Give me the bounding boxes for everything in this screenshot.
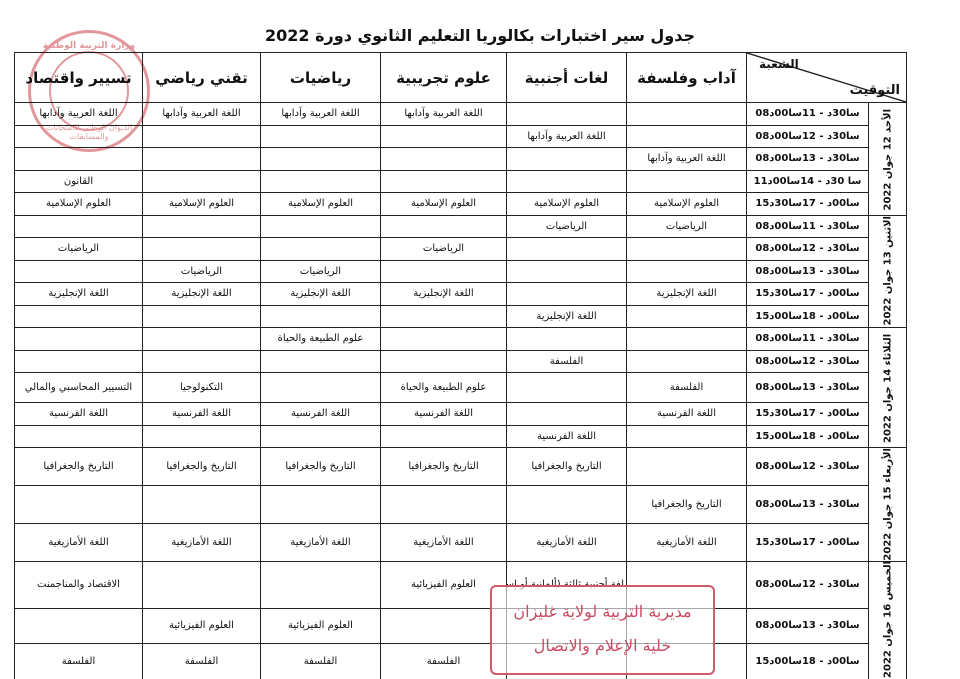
subject-cell: [507, 403, 627, 426]
time-slot: 08سا30د - 12سا00د: [747, 350, 869, 373]
subject-cell: التكنولوجيا: [143, 373, 261, 403]
time-slot: 15سا00د - 18سا00د: [747, 305, 869, 328]
subject-cell: [627, 125, 747, 148]
time-slot: 15سا00د - 17سا30د: [747, 283, 869, 306]
subject-cell: [381, 260, 507, 283]
subject-cell: العلوم الإسلامية: [15, 193, 143, 216]
subject-cell: [143, 328, 261, 351]
schedule-row: [15, 283, 907, 306]
subject-cell: [261, 373, 381, 403]
subject-cell: [507, 260, 627, 283]
schedule-row: [15, 561, 907, 608]
subject-cell: [627, 305, 747, 328]
subject-cell: [15, 608, 143, 643]
subject-cell: [507, 170, 627, 193]
schedule-row: [15, 485, 907, 523]
subject-cell: اللغة الأمازيغية: [627, 523, 747, 561]
subject-cell: [15, 328, 143, 351]
subject-cell: [261, 170, 381, 193]
subject-cell: [627, 328, 747, 351]
subject-cell: [143, 215, 261, 238]
subject-cell: [143, 350, 261, 373]
subject-cell: [507, 283, 627, 306]
subject-cell: [261, 238, 381, 261]
time-corner-label: التوقيت: [849, 83, 900, 98]
time-slot: 15سا00د - 17سا30د: [747, 523, 869, 561]
schedule-row: [15, 608, 907, 643]
subject-cell: الاقتصاد والمناجمنت: [15, 561, 143, 608]
subject-cell: القانون: [15, 170, 143, 193]
time-slot: 15سا00د - 17سا30د: [747, 403, 869, 426]
subject-cell: اللغة الفرنسية: [261, 403, 381, 426]
subject-cell: [627, 448, 747, 486]
time-slot: 15سا00د - 17سا30د: [747, 193, 869, 216]
subject-cell: [507, 485, 627, 523]
subject-cell: اللغة الأمازيغية: [143, 523, 261, 561]
subject-cell: [507, 373, 627, 403]
subject-cell: الرياضيات: [15, 238, 143, 261]
subject-cell: اللغة الأمازيغية: [15, 523, 143, 561]
subject-cell: علوم الطبيعة والحياة: [261, 328, 381, 351]
schedule-row: [15, 148, 907, 171]
subject-cell: [507, 148, 627, 171]
subject-cell: [627, 170, 747, 193]
schedule-row: [15, 215, 907, 238]
subject-cell: [15, 305, 143, 328]
subject-cell: اللغة الفرنسية: [507, 425, 627, 448]
subject-cell: الفلسفة: [627, 373, 747, 403]
time-slot: 08سا30د - 12سا00د: [747, 561, 869, 608]
subject-cell: [143, 238, 261, 261]
header-row: [15, 53, 907, 103]
subject-cell: العلوم الإسلامية: [627, 193, 747, 216]
time-slot: 15سا00د - 18سا00د: [747, 425, 869, 448]
subject-cell: الرياضيات: [627, 215, 747, 238]
subject-cell: العلوم الفيزيائية: [261, 608, 381, 643]
subject-cell: [261, 305, 381, 328]
subject-cell: [143, 305, 261, 328]
subject-cell: [261, 425, 381, 448]
subject-cell: [507, 103, 627, 126]
day-label: الأحد 12 جوان 2022: [869, 103, 907, 216]
subject-cell: اللغة العربية وآدابها: [627, 148, 747, 171]
time-slot: 08سا30د - 12سا00د: [747, 125, 869, 148]
subject-cell: العلوم الفيزيائية: [143, 608, 261, 643]
schedule-row: [15, 448, 907, 486]
subject-cell: [143, 425, 261, 448]
branch-header: لغات أجنبية: [507, 53, 627, 103]
subject-cell: [381, 125, 507, 148]
time-slot: 08سا30د - 12سا00د: [747, 448, 869, 486]
subject-cell: اللغة العربية وآدابها: [507, 125, 627, 148]
subject-cell: اللغة الإنجليزية: [507, 305, 627, 328]
branch-corner-label: الشعبة: [759, 57, 799, 71]
subject-cell: الفلسفة: [507, 350, 627, 373]
subject-cell: [381, 148, 507, 171]
day-label: الاثنين 13 جوان 2022: [869, 215, 907, 328]
subject-cell: التاريخ والجغرافيا: [381, 448, 507, 486]
time-slot: 08سا30د - 13سا00د: [747, 485, 869, 523]
subject-cell: اللغة الإنجليزية: [15, 283, 143, 306]
subject-cell: الفلسفة: [381, 644, 507, 679]
time-slot: 08سا30د - 12سا00د: [747, 238, 869, 261]
subject-cell: اللغة الإنجليزية: [381, 283, 507, 306]
subject-cell: الرياضيات: [381, 238, 507, 261]
subject-cell: اللغة العربية وآدابها: [143, 103, 261, 126]
schedule-row: [15, 193, 907, 216]
subject-cell: [381, 425, 507, 448]
corner-header-cell: [747, 53, 907, 103]
time-slot: 08سا30د - 13سا00د: [747, 608, 869, 643]
branch-header: علوم تجريبية: [381, 53, 507, 103]
subject-cell: اللغة الأمازيغية: [261, 523, 381, 561]
subject-cell: اللغة الفرنسية: [143, 403, 261, 426]
subject-cell: [261, 561, 381, 608]
subject-cell: [627, 425, 747, 448]
subject-cell: العلوم الإسلامية: [507, 193, 627, 216]
subject-cell: اللغة العربية وآدابها: [381, 103, 507, 126]
subject-cell: اللغة الإنجليزية: [143, 283, 261, 306]
subject-cell: اللغة الفرنسية: [381, 403, 507, 426]
branch-header: آداب وفلسفة: [627, 53, 747, 103]
schedule-row: [15, 170, 907, 193]
schedule-row: [15, 350, 907, 373]
schedule-row: [15, 523, 907, 561]
subject-cell: [15, 148, 143, 171]
branch-header: رياضيات: [261, 53, 381, 103]
subject-cell: [15, 485, 143, 523]
schedule-row: [15, 373, 907, 403]
subject-cell: التاريخ والجغرافيا: [261, 448, 381, 486]
subject-cell: [143, 485, 261, 523]
day-label: الثلاثاء 14 جوان 2022: [869, 328, 907, 448]
exam-schedule-table: [14, 52, 907, 679]
subject-cell: اللغة الإنجليزية: [261, 283, 381, 306]
subject-cell: [261, 125, 381, 148]
time-slot: 15سا00د - 18سا00د: [747, 644, 869, 679]
subject-cell: [15, 350, 143, 373]
schedule-row: [15, 125, 907, 148]
schedule-row: [15, 238, 907, 261]
schedule-row: [15, 644, 907, 679]
subject-cell: [627, 260, 747, 283]
subject-cell: اللغة الفرنسية: [15, 403, 143, 426]
schedule-row: [15, 403, 907, 426]
time-slot: 08سا30د - 11سا00د: [747, 328, 869, 351]
subject-cell: اللغة الأمازيغية: [381, 523, 507, 561]
subject-cell: العلوم الإسلامية: [381, 193, 507, 216]
time-slot: 08سا30د - 13سا00د: [747, 260, 869, 283]
subject-cell: [381, 170, 507, 193]
time-slot: 08سا30د - 11سا00د: [747, 215, 869, 238]
time-slot: 08سا30د - 11سا00د: [747, 103, 869, 126]
schedule-row: [15, 305, 907, 328]
subject-cell: [507, 328, 627, 351]
subject-cell: الفلسفة: [143, 644, 261, 679]
schedule-row: [15, 328, 907, 351]
subject-cell: [627, 238, 747, 261]
subject-cell: [143, 148, 261, 171]
day-label: الخميس 16 جوان 2022: [869, 561, 907, 679]
subject-cell: الرياضيات: [507, 215, 627, 238]
subject-cell: [261, 148, 381, 171]
official-seal-stamp: وزارة التربية الوطنية الديوان الوطني للامتحانات والمسابقات: [28, 30, 150, 152]
subject-cell: الرياضيات: [261, 260, 381, 283]
subject-cell: [627, 103, 747, 126]
branch-header: تقني رياضي: [143, 53, 261, 103]
subject-cell: التسيير المحاسبي والمالي: [15, 373, 143, 403]
time-slot: 08سا30د - 13سا00د: [747, 148, 869, 171]
subject-cell: الرياضيات: [143, 260, 261, 283]
subject-cell: اللغة العربية وآدابها: [15, 103, 143, 126]
subject-cell: اللغة الفرنسية: [627, 403, 747, 426]
subject-cell: [261, 215, 381, 238]
branch-header: تسيير واقتصاد: [15, 53, 143, 103]
schedule-row: [15, 425, 907, 448]
subject-cell: التاريخ والجغرافيا: [143, 448, 261, 486]
subject-cell: [143, 125, 261, 148]
subject-cell: التاريخ والجغرافيا: [15, 448, 143, 486]
subject-cell: العلوم الإسلامية: [143, 193, 261, 216]
subject-cell: الفلسفة: [15, 644, 143, 679]
subject-cell: [15, 260, 143, 283]
schedule-row: [15, 260, 907, 283]
subject-cell: [15, 125, 143, 148]
subject-cell: العلوم الفيزيائية: [381, 561, 507, 608]
subject-cell: [381, 328, 507, 351]
schedule-row: [15, 103, 907, 126]
subject-cell: [381, 350, 507, 373]
subject-cell: التاريخ والجغرافيا: [507, 448, 627, 486]
subject-cell: اللغة الأمازيغية: [507, 523, 627, 561]
directorate-stamp: مديرية التربية لولاية غليزان خلية الإعلام والاتصال: [490, 585, 715, 675]
time-slot: 08سا30د - 13سا00د: [747, 373, 869, 403]
subject-cell: التاريخ والجغرافيا: [627, 485, 747, 523]
subject-cell: [381, 485, 507, 523]
subject-cell: [143, 561, 261, 608]
subject-cell: [381, 305, 507, 328]
page-title: جدول سير اختبارات بكالوريا التعليم الثانوي دورة 2022: [265, 26, 695, 45]
subject-cell: اللغة العربية وآدابها: [261, 103, 381, 126]
subject-cell: [15, 215, 143, 238]
time-slot: 11سا 30د - 14سا00د: [747, 170, 869, 193]
subject-cell: [627, 350, 747, 373]
subject-cell: [261, 350, 381, 373]
subject-cell: [507, 238, 627, 261]
subject-cell: [381, 215, 507, 238]
subject-cell: [143, 170, 261, 193]
day-label: الأربعاء 15 جوان 2022: [869, 448, 907, 562]
subject-cell: اللغة الإنجليزية: [627, 283, 747, 306]
subject-cell: [261, 485, 381, 523]
subject-cell: [381, 608, 507, 643]
subject-cell: الفلسفة: [261, 644, 381, 679]
subject-cell: علوم الطبيعة والحياة: [381, 373, 507, 403]
subject-cell: [15, 425, 143, 448]
subject-cell: العلوم الإسلامية: [261, 193, 381, 216]
